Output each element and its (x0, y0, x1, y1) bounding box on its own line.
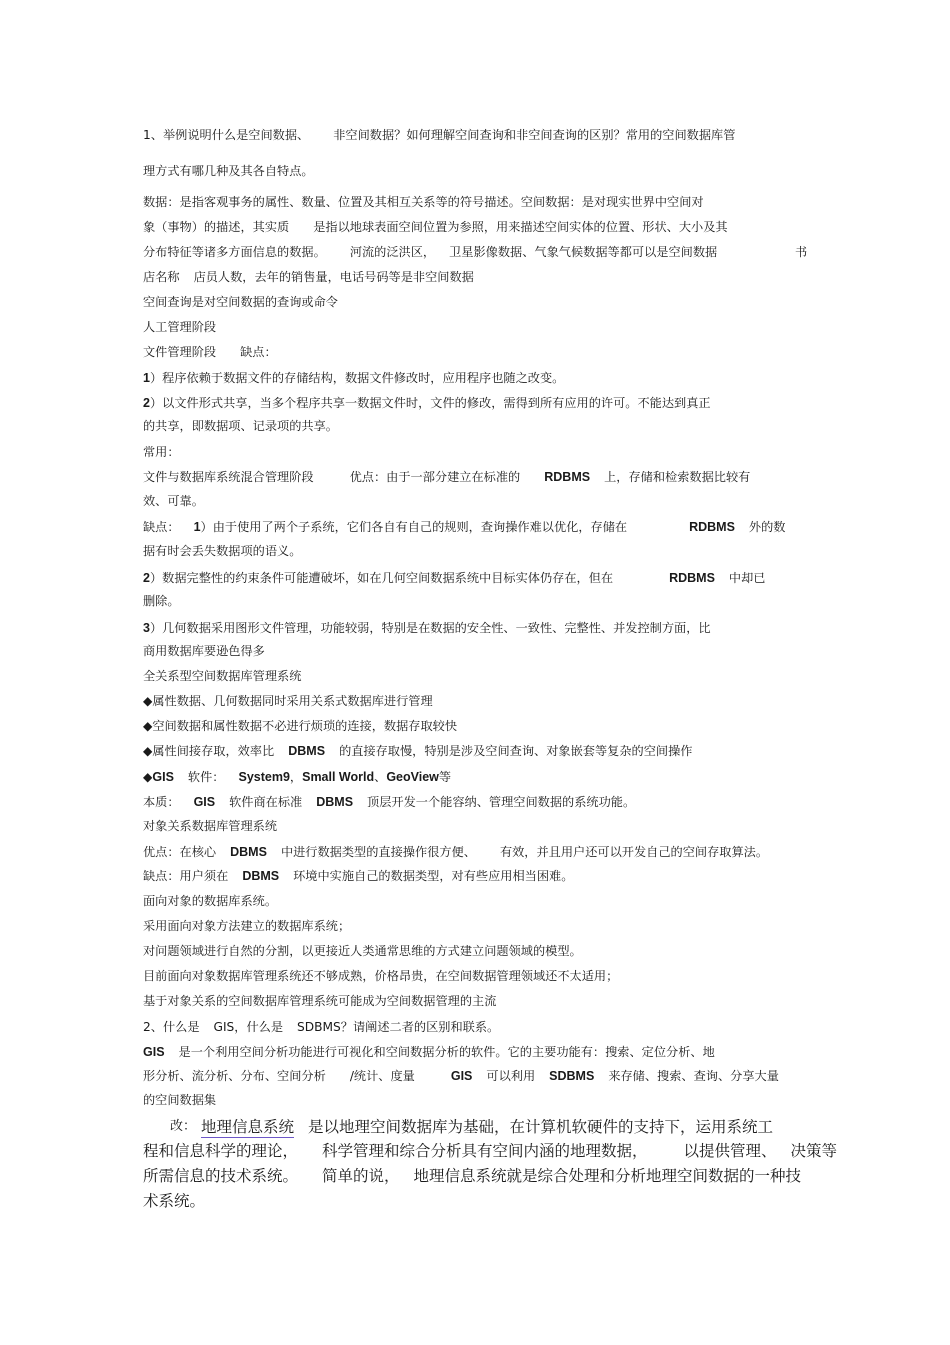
common-label: 常用： (143, 445, 180, 459)
revision-line-3: 所需信息的技术系统。 简单的说， 地理信息系统就是综合处理和分析地理空间数据的一种技 (143, 1167, 802, 1185)
revision-label: 改： (170, 1119, 197, 1134)
definition-line-3: 分布特征等诸多方面信息的数据。 河流的泛洪区， 卫星影像数据、气象气候数据等都可以是空间数据 (143, 245, 718, 259)
answer-2-line-3: 的空间数据集 (143, 1093, 217, 1107)
file-stage-point-1: 1）程序依赖于数据文件的存储结构，数据文件修改时，应用程序也随之改变。 (143, 371, 565, 385)
object-relational-disadvantage: 缺点：用户须在 DBMS 环境中实施自己的数据类型，对有些应用相当困难。 (143, 869, 574, 883)
question-2-title: 2、什么是 GIS，什么是 SDBMS？请阐述二者的区别和联系。 (143, 1020, 500, 1034)
object-oriented-line-4: 目前面向对象数据库管理系统还不够成熟，价格昂贵，在空间数据管理领域还不太适用； (143, 969, 619, 983)
object-relational-heading: 对象关系数据库管理系统 (143, 819, 278, 833)
file-stage-heading: 文件管理阶段 缺点： (143, 345, 277, 359)
relational-bullet-1: ◆属性数据、几何数据同时采用关系式数据库进行管理 (143, 694, 433, 708)
disadvantage-point-3: 3）几何数据采用图形文件管理，功能较弱，特别是在数据的安全性、一致性、完整性、并发控制方面，比 (143, 621, 711, 635)
disadvantage-point-2: 2）数据完整性的约束条件可能遭破坏，如在几何空间数据系统中目标实体仍存在，但在 RDBMS 中却已 (143, 571, 766, 585)
definition-line-4: 店名称 店员人数，去年的销售量，电话号码等是非空间数据 (143, 270, 474, 284)
gis-term-link[interactable]: 地理信息系统 (201, 1118, 295, 1136)
relational-bullet-3: ◆属性间接存取，效率比 DBMS 的直接存取慢，特别是涉及空间查询、对象嵌套等复杂的空间操作 (143, 744, 693, 758)
revision-line-1: 地理信息系统 是以地理空间数据库为基础，在计算机软硬件的支持下，运用系统工 (201, 1118, 774, 1136)
essence-line: 本质： GIS 软件商在标准 DBMS 顶层开发一个能容纳、管理空间数据的系统功能。 (143, 795, 636, 809)
relational-heading: 全关系型空间数据库管理系统 (143, 669, 302, 683)
disadvantage-point-2-cont: 删除。 (143, 594, 180, 608)
file-stage-point-2-cont: 的共享，即数据项、记录项的共享。 (143, 419, 338, 433)
disadvantage-point-1: 缺点： 1）由于使用了两个子系统，它们各自有自己的规则，查询操作难以优化，存储在 RDBMS 外的数 (143, 520, 786, 534)
revision-line-4: 术系统。 (143, 1192, 206, 1210)
manual-stage-heading: 人工管理阶段 (143, 320, 217, 334)
definition-line-3-tail: 书 (795, 245, 808, 259)
question-1-title: 1、举例说明什么是空间数据、 非空间数据？如何理解空间查询和非空间查询的区别？常用的空间数据库管 (143, 128, 736, 142)
relational-bullet-2: ◆空间数据和属性数据不必进行烦琐的连接，数据存取较快 (143, 719, 458, 733)
answer-2-line-2: 形分析、流分析、分布、空间分析 /统计、度量 GIS 可以利用 SDBMS 来存储、搜索、查询、分享大量 (143, 1069, 779, 1083)
disadvantage-point-1-cont: 据有时会丢失数据项的语义。 (143, 544, 302, 558)
object-oriented-line-5: 基于对象关系的空间数据库管理系统可能成为空间数据管理的主流 (143, 994, 497, 1008)
definition-line-2: 象（事物）的描述，其实质 是指以地球表面空间位置为参照，用来描述空间实体的位置、形状、大小及其 (143, 220, 728, 234)
question-1-title-cont: 理方式有哪几种及其各自特点。 (143, 164, 314, 178)
mixed-stage-line-2: 效、可靠。 (143, 494, 204, 508)
revision-line-2: 程和信息科学的理论， 科学管理和综合分析具有空间内涵的地理数据， 以提供管理、 决策等 (143, 1142, 838, 1160)
object-oriented-line-2: 采用面向对象方法建立的数据库系统； (143, 919, 351, 933)
object-oriented-line-1: 面向对象的数据库系统。 (143, 894, 278, 908)
answer-2-line-1: GIS 是一个利用空间分析功能进行可视化和空间数据分析的软件。它的主要功能有：搜索、定位分析、地 (143, 1045, 715, 1059)
object-oriented-line-3: 对问题领域进行自然的分割，以更接近人类通常思维的方式建立问题领域的模型。 (143, 944, 582, 958)
disadvantage-point-3-cont: 商用数据库要逊色得多 (143, 644, 265, 658)
definition-line-1: 数据：是指客观事务的属性、数量、位置及其相互关系等的符号描述。空间数据：是对现实世界中空间对 (143, 195, 704, 209)
mixed-stage-line-1: 文件与数据库系统混合管理阶段 优点：由于一部分建立在标准的 RDBMS 上，存储和检索数据比较有 (143, 470, 751, 484)
object-relational-advantage: 优点：在核心 DBMS 中进行数据类型的直接操作很方便、 有效，并且用户还可以开发自己的空间存取算法。 (143, 845, 769, 859)
spatial-query-line: 空间查询是对空间数据的查询或命令 (143, 295, 338, 309)
relational-bullet-4: ◆GIS 软件： System9，Small World、GeoView等 (143, 770, 452, 784)
file-stage-point-2: 2）以文件形式共享，当多个程序共享一数据文件时，文件的修改，需得到所有应用的许可。不能达到真正 (143, 396, 711, 410)
